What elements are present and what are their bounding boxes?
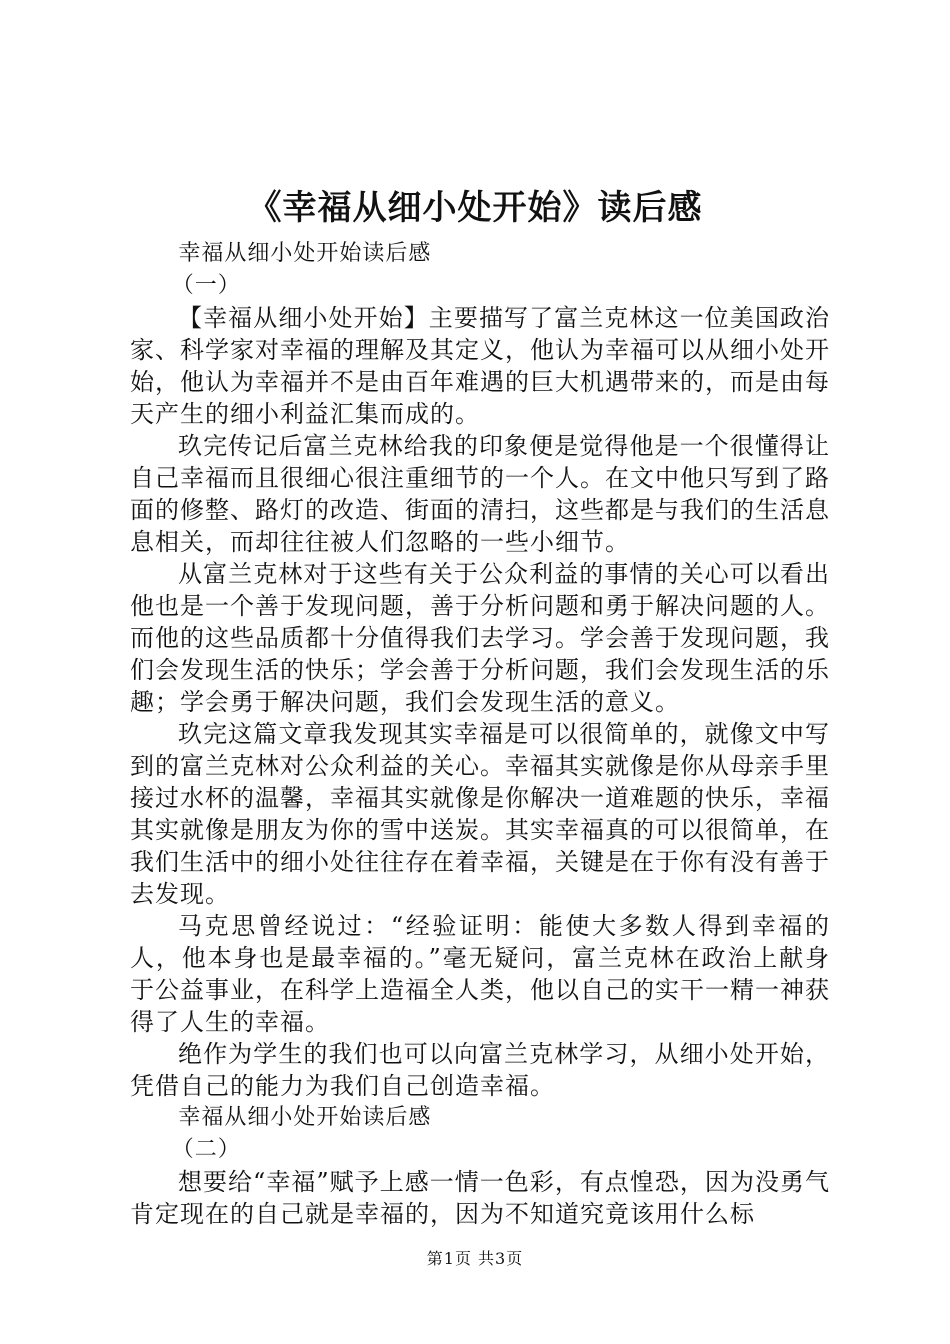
document-body — [130, 238, 830, 1230]
section-subtitle: 幸福从细小处开始读后感 — [178, 1105, 432, 1130]
section-number: （一） — [171, 273, 241, 298]
paragraph: 从富兰克林对于这些有关于公众利益的事情的关心可以看出他也是一个善于发现问题，善于分析问题和勇于解决问题的人。而他的这些品质都十分值得我们去学习。学会善于发现问题，我们会发现生活的快乐；学会善于分析问题，我们会发现生活的乐趣；学会勇于解决问题，我们会发现生活的意义。 — [130, 560, 830, 716]
paragraph: 玖完传记后富兰克林给我的印象便是觉得他是一个很懂得让自己幸福而且很细心很注重细节的一个人。在文中他只写到了路面的修整、路灯的改造、街面的清扫，这些都是与我们的生活息息相关，而却往往被人们忽略的一些小细节。 — [130, 432, 830, 556]
paragraph: 玖完这篇文章我发现其实幸福是可以很简单的，就像文中写到的富兰克林对公众利益的关心。幸福其实就像是你从母亲手里接过水杯的温馨，幸福其实就像是你解决一道难题的快乐，幸福其实就像是朋友为你的雪中送炭。其实幸福真的可以很简单，在我们生活中的细小处往往存在着幸福，关键是在于你有没有善于去发现。 — [130, 720, 830, 908]
page-footer: 第1页 共3页 — [426, 1249, 524, 1268]
paragraph: 马克思曾经说过：“经验证明：能使大多数人得到幸福的人，他本身也是最幸福的。”毫无疑问，富兰克林在政治上献身于公益事业，在科学上造福全人类，他以自己的实干一精一神获得了人生的幸福。 — [130, 912, 830, 1036]
section-subtitle: 幸福从细小处开始读后感 — [178, 241, 432, 266]
paragraph: 【幸福从细小处开始】主要描写了富兰克林这一位美国政治家、科学家对幸福的理解及其定义，他认为幸福可以从细小处开始，他认为幸福并不是由百年难遇的巨大机遇带来的，而是由每天产生的细小利益汇集而成的。 — [130, 304, 830, 428]
paragraph: 想要给“幸福”赋予上感一情一色彩，有点惶恐，因为没勇气肯定现在的自己就是幸福的，因为不知道究竟该用什么标 — [130, 1168, 830, 1228]
section-number: （二） — [171, 1137, 241, 1162]
paragraph: 绝作为学生的我们也可以向富兰克林学习，从细小处开始，凭借自己的能力为我们自己创造幸福。 — [130, 1040, 830, 1100]
document-title: 《幸福从细小处开始》读后感 — [247, 188, 703, 228]
